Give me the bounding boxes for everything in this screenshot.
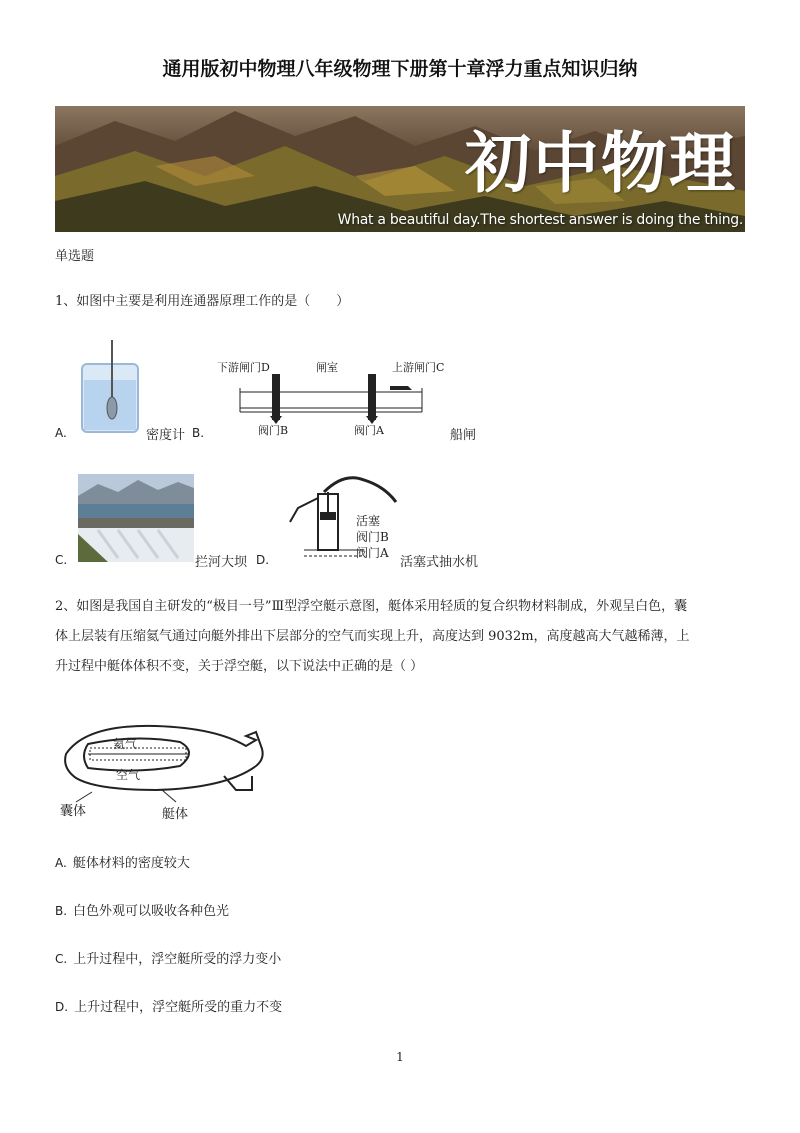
answer-d-text: 上升过程中，浮空艇所受的重力不变 xyxy=(74,1000,283,1015)
section-heading: 单选题 xyxy=(55,249,95,264)
question-2-line-2: 体上层装有压缩氦气通过向艇外排出下层部分的空气而实现上升，高度达到 9032m，高度越高大气越稀薄，上 xyxy=(55,629,690,644)
density-meter-figure xyxy=(78,340,144,436)
answer-d-letter: D. xyxy=(55,1000,69,1014)
airship-helium-label: 氦气 xyxy=(113,737,138,751)
answer-c-letter: C. xyxy=(55,952,68,966)
option-b-letter: B. xyxy=(192,426,205,440)
pump-valve-a-label: 阀门A xyxy=(356,546,389,560)
question-2-stem xyxy=(55,592,745,682)
option-b-caption: 船闸 xyxy=(450,428,477,443)
answer-a-letter: A. xyxy=(55,856,67,870)
question-2-line-3: 升过程中艇体体积不变，关于浮空艇，以下说法中正确的是（ ） xyxy=(55,659,424,674)
pump-piston-label: 活塞 xyxy=(356,514,381,528)
option-c-letter: C. xyxy=(55,553,68,567)
answer-b-letter: B. xyxy=(55,904,68,918)
page-number: 1 xyxy=(396,1050,404,1064)
pump-valve-b-label: 阀门B xyxy=(356,530,389,544)
lock-valve-a-label: 阀门A xyxy=(354,424,384,437)
banner-subtitle: What a beautiful day.The shortest answer is doing the thing. xyxy=(337,212,743,228)
airship-air-label: 空气 xyxy=(116,768,141,782)
option-a-caption: 密度计 xyxy=(146,428,186,443)
dam-photo xyxy=(78,474,194,562)
airship-figure xyxy=(56,718,276,814)
answer-b xyxy=(55,900,229,919)
airship-bag-label: 囊体 xyxy=(60,804,87,819)
answer-a-text: 艇体材料的密度较大 xyxy=(72,856,190,871)
banner-image xyxy=(55,106,745,232)
answer-a xyxy=(55,852,190,871)
lock-chamber-label: 闸室 xyxy=(316,361,338,374)
lock-down-gate-label: 下游闸门D xyxy=(217,361,270,374)
answer-c-text: 上升过程中，浮空艇所受的浮力变小 xyxy=(73,952,282,967)
page-title: 通用版初中物理八年级物理下册第十章浮力重点知识归纳 xyxy=(162,58,638,80)
lock-valve-b-label: 阀门B xyxy=(258,424,289,437)
answer-d xyxy=(55,996,282,1015)
option-a-letter: A. xyxy=(55,426,67,440)
answer-b-text: 白色外观可以吸收各种色光 xyxy=(73,904,230,919)
option-c-caption: 拦河大坝 xyxy=(195,555,248,570)
answer-c xyxy=(55,948,281,967)
question-1-stem: 1、如图中主要是利用连通器原理工作的是（ ） xyxy=(55,294,350,309)
lock-up-gate-label: 上游闸门C xyxy=(392,361,445,374)
question-2-line-1: 2、如图是我国自主研发的“极目一号”Ⅲ型浮空艇示意图，艇体采用轻质的复合织物材料制成，外观呈白色，囊 xyxy=(55,599,688,614)
banner-title: 初中物理 xyxy=(465,124,737,202)
option-d-caption: 活塞式抽水机 xyxy=(400,555,479,570)
airship-hull-label: 艇体 xyxy=(162,807,189,822)
option-d-letter: D. xyxy=(256,553,270,567)
